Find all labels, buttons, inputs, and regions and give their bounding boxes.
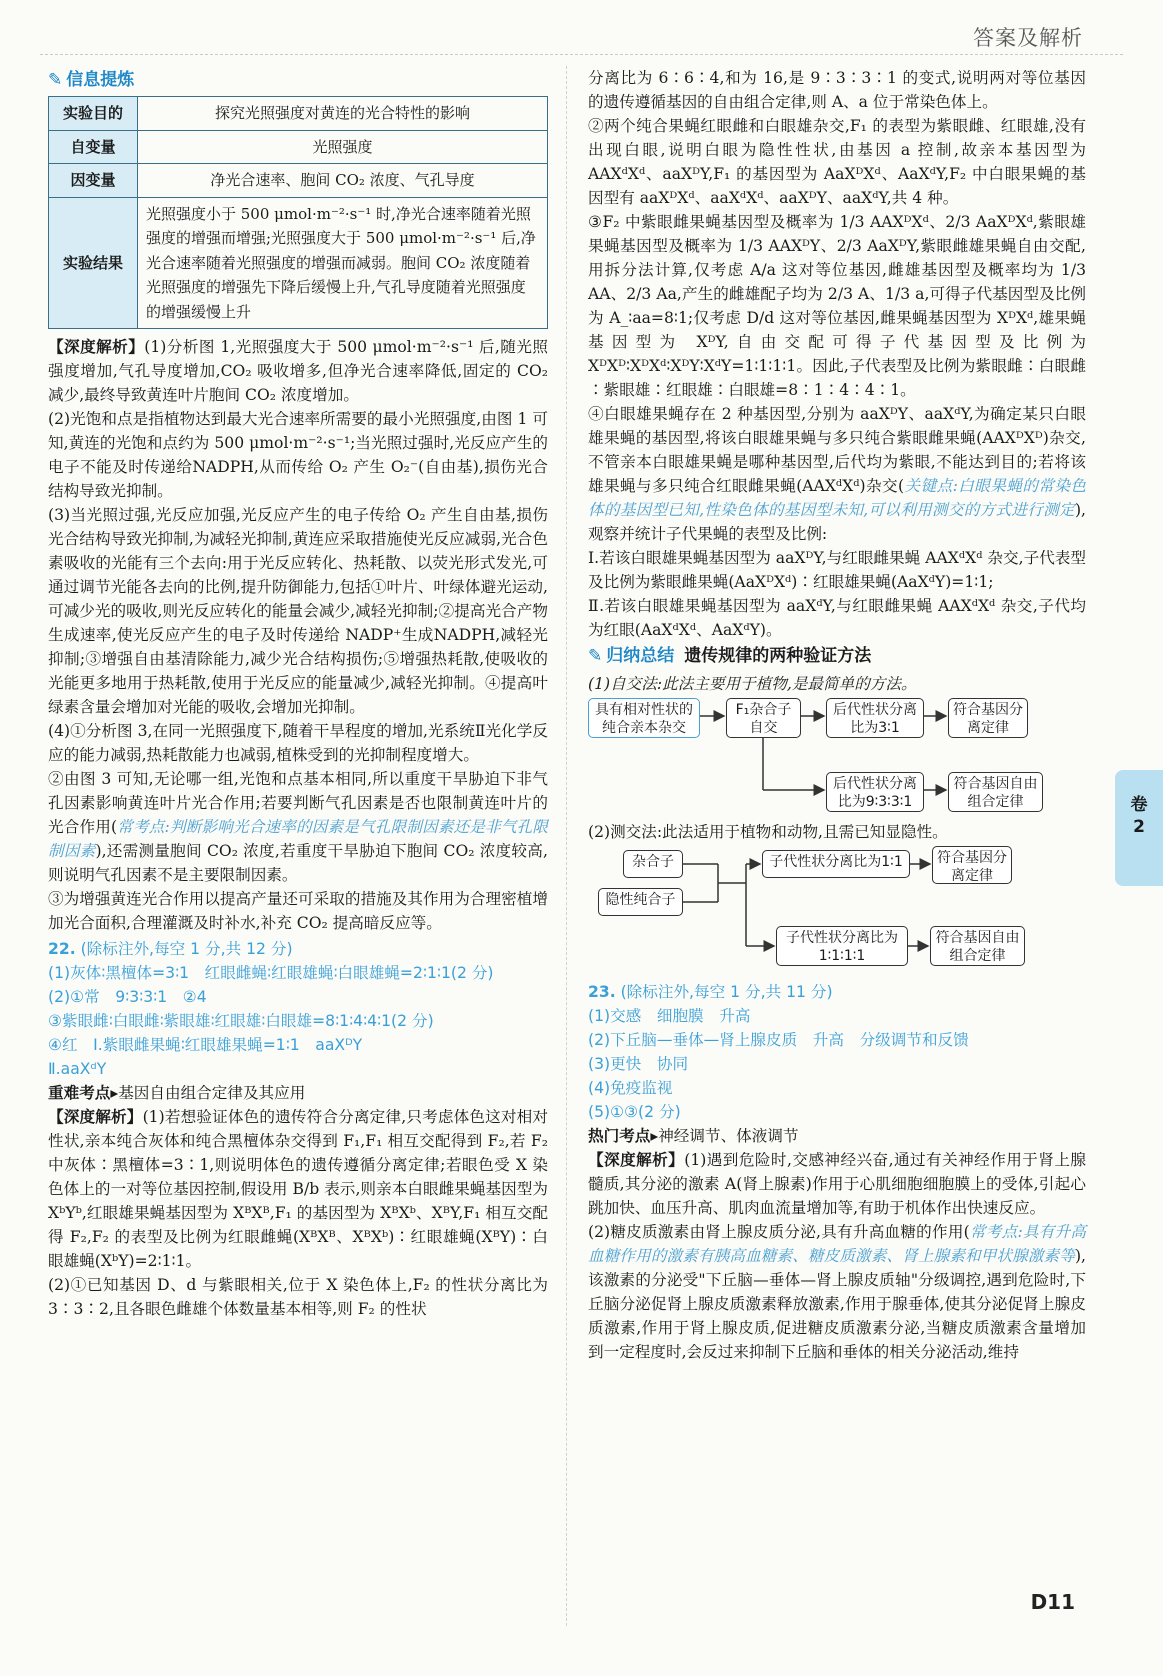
method-line: (2)测交法:此法适用于植物和动物,且需已知显隐性。 [588, 823, 948, 841]
flow-box: 隐性纯合子 [598, 888, 683, 916]
analysis-paragraph: ③F₂ 中紫眼雌果蝇基因型及概率为 1/3 AAXᴰXᵈ、2/3 AaXᴰXᵈ,紫眼雄果蝇基因型及概率为 1/3 AAXᴰY、2/3 AaXᴰY,紫眼雌雄果蝇自由交配,用拆分法计算,仅考虑 A/a 这对等位基因,雌雄基因型及概率均为 1/3 AA、2/3 Aa,产生的雌雄配子均为 2/3 A、1/3 a,可得子代基因型及比例为 A_∶aa=8∶1;仅考虑 D/d 这对等位基因,雌果蝇基因型为 XᴰXᵈ,雄果蝇基因型为 XᴰY,自由交配可得子代基因型及比例为 XᴰXᴰ∶XᴰXᵈ∶XᴰY∶XᵈY=1∶1∶1∶1。因此,子代表型及比例为紫眼雌∶白眼雌∶紫眼雄∶红眼雄∶白眼雄=8∶1∶4∶4∶1。 [588, 213, 1086, 399]
key-point-text: 神经调节、体液调节 [658, 1127, 799, 1145]
question-number: 22. [48, 940, 76, 958]
table-value: 探究光照强度对黄连的光合特性的影响 [138, 97, 548, 131]
question-header [48, 937, 548, 961]
page-header-title: 答案及解析 [973, 26, 1083, 50]
flow-box: 子代性状分离比为1∶1∶1∶1 [776, 926, 908, 966]
answer-line: (2)①常 9∶3∶3∶1 ②4 [48, 988, 207, 1006]
analysis-text: ),该激素的分泌受"下丘脑—垂体—肾上腺皮质轴"分级调控,遇到危险时,下丘脑分泌促肾上腺皮质激素释放激素,作用于腺垂体,使其分泌促肾上腺皮质激素,作用于肾上腺皮质,促进糖皮质激素分泌,当糖皮质激素含量增加到一定程度时,会反过来抑制下丘脑和垂体的相关分泌活动,维持 [588, 1247, 1086, 1361]
table-value: 光照强度 [138, 130, 548, 164]
analysis-paragraph: Ⅱ.若该白眼雄果蝇基因型为 aaXᵈY,与红眼雌果蝇 AAXᵈXᵈ 杂交,子代均为红眼(AaXᵈXᵈ、AaXᵈY)。 [588, 597, 1086, 639]
method-line: (1)自交法:此法主要用于植物,是最简单的方法。 [588, 675, 917, 693]
analysis-text: ②由图 3 可知,无论哪一组,光饱和点基本相同,所以重度干旱胁迫下非气孔因素影响黄连叶片光合作用;若要判断气孔因素是否也限制黄连叶片的光合作用( [48, 770, 548, 836]
answer-line: (1)交感 细胞膜 升高 [588, 1007, 751, 1025]
analysis-paragraph: Ⅰ.若该白眼雄果蝇基因型为 aaXᴰY,与红眼雌果蝇 AAXᵈXᵈ 杂交,子代表型及比例为紫眼雌果蝇(AaXᴰXᵈ)∶红眼雄果蝇(AaXᵈY)=1∶1; [588, 549, 1086, 591]
table-row [49, 97, 548, 131]
answer-line: (3)更快 协同 [588, 1055, 689, 1073]
table-key: 实验目的 [49, 97, 138, 131]
analysis-paragraph [588, 1148, 1086, 1220]
table-row [49, 164, 548, 198]
answer-line: (5)①③(2 分) [588, 1103, 681, 1121]
analysis-paragraph [48, 1105, 548, 1273]
analysis-paragraph: ③为增强黄连光合作用以提高产量还可采取的措施及其作用为合理密植增加光合面积,合理灌溉及时补水,补充 CO₂ 提高暗反应等。 [48, 890, 548, 932]
answer-line: (4)免疫监视 [588, 1079, 673, 1097]
analysis-text: ④白眼雄果蝇存在 2 种基因型,分别为 aaXᴰY、aaXᵈY,为确定某只白眼雄果蝇的基因型,将该白眼雄果蝇与多只纯合紫眼雌果蝇(AAXᴰXᴰ)杂交,不管亲本白眼雄果蝇是哪种基因型,后代均为紫眼,不能达到目的;若将该雄果蝇与多只纯合红眼雌果蝇(AAXᵈXᵈ)杂交( [588, 405, 1086, 495]
pencil-icon: ✎ [588, 646, 603, 666]
flow-box: 符合基因自由组合定律 [930, 926, 1025, 966]
volume-tab-number: 2 [1133, 817, 1145, 837]
selfing-flowchart [588, 698, 1086, 816]
right-column [588, 66, 1086, 1364]
flow-box: F₁杂合子自交 [726, 698, 801, 738]
table-value: 光照强度小于 500 μmol·m⁻²·s⁻¹ 时,净光合速率随着光照强度的增强而增强;光照强度大于 500 μmol·m⁻²·s⁻¹ 后,净光合速率随着光照强度的增强而减弱。胞间 CO₂ 浓度随着光照强度的增强先下降后缓慢上升,气孔导度随着光照强度的增强缓慢上升 [138, 197, 548, 329]
summary-title [588, 644, 1086, 668]
flow-box: 符合基因分离定律 [932, 846, 1012, 884]
analysis-tag: 【深度解析】 [48, 337, 145, 356]
testcross-flowchart [588, 846, 1086, 976]
answer-line: ④红 Ⅰ.紫眼雌果蝇∶红眼雄果蝇=1∶1 aaXᴰY [48, 1036, 363, 1054]
question-scoring: (除标注外,每空 1 分,共 11 分) [620, 983, 833, 1001]
table-key: 实验结果 [49, 197, 138, 329]
question-header [588, 980, 1086, 1004]
page-number: D11 [1030, 1590, 1075, 1614]
answer-line: ③紫眼雌∶白眼雌∶紫眼雄∶红眼雄∶白眼雄=8∶1∶4∶4∶1(2 分) [48, 1012, 434, 1030]
analysis-paragraph [588, 402, 1086, 546]
key-point-tag: 重难考点▸ [48, 1084, 119, 1102]
key-point-line [48, 1081, 548, 1105]
analysis-paragraph: (2)光饱和点是指植物达到最大光合速率所需要的最小光照强度,由图 1 可知,黄连的光饱和点约为 500 μmol·m⁻²·s⁻¹;当光照过强时,光反应产生的电子不能及时传递给NADPH,从而传给 O₂ 产生 O₂⁻(自由基),损伤光合结构导致光抑制。 [48, 410, 548, 500]
flow-box: 子代性状分离比为1∶1 [762, 850, 910, 878]
analysis-paragraph: ②两个纯合果蝇红眼雌和白眼雄杂交,F₁ 的表型为紫眼雌、红眼雄,没有出现白眼,说明白眼为隐性性状,由基因 a 控制,故亲本基因型为 AAXᵈXᵈ、aaXᴰY,F₁ 的基因型为 AaXᴰXᵈ、AaXᵈY,F₂ 中白眼果蝇的基因型有 aaXᴰXᵈ、aaXᵈXᵈ、aaXᴰY、aaXᵈY,共 4 种。 [588, 117, 1086, 207]
key-note: 关键点:白眼果蝇的常染色体的基因型已知,性染色体的基因型未知,可以利用测交的方式进行测定 [588, 477, 1086, 519]
analysis-paragraph [588, 1220, 1086, 1364]
analysis-tag: 【深度解析】 [48, 1107, 143, 1126]
info-box-title [48, 68, 548, 92]
analysis-paragraph: (3)当光照过强,光反应加强,光反应产生的电子传给 O₂ 产生自由基,损伤光合结构导致光抑制,为减轻光抑制,黄连应采取措施使光反应减弱,光合色素吸收的光能有三个去向:用于光反应转化、热耗散、以荧光形式发光,可通过调节光能各去向的比例,提升防御能力,包括①叶片、叶绿体避光运动,可减少光的吸收,则光反应转化的能量会减少,减轻光抑制;②提高光合产物生成速率,使光反应产生的电子及时传递给 NADP⁺生成NADPH,减轻光抑制;③增强自由基清除能力,减少光合结构损伤;⑤增强热耗散,使吸收的光能更多地用于热耗散,使用于光反应的能量减少,减轻光抑制。④提高叶绿素含量会增加对光能的吸收,会增加光抑制。 [48, 506, 548, 716]
answer-line: (2)下丘脑—垂体—肾上腺皮质 升高 分级调节和反馈 [588, 1031, 969, 1049]
column-divider [566, 66, 567, 1626]
analysis-text: (1)若想验证体色的遗传符合分离定律,只考虑体色这对相对性状,亲本纯合灰体和纯合黑檀体杂交得到 F₁,F₁ 相互交配得到 F₂,若 F₂ 中灰体∶黑檀体=3∶1,则说明体色的遗传遵循分离定律;若眼色受 X 染色体上的一对等位基因控制,假设用 B/b 表示,则亲本白眼雌果蝇基因型为 XᵇYᵇ,红眼雄果蝇基因型为 XᴮXᴮ,F₁ 的基因型为 XᴮXᵇ、XᴮY,F₁ 相互交配得 F₂,F₂ 的表型及比例为红眼雌蝇(XᴮXᴮ、XᴮXᵇ)∶红眼雄蝇(XᴮY)∶白眼雄蝇(XᵇY)=2∶1∶1。 [48, 1108, 548, 1270]
table-value: 净光合速率、胞间 CO₂ 浓度、气孔导度 [138, 164, 548, 198]
left-column [48, 66, 548, 1321]
question-scoring: (除标注外,每空 1 分,共 12 分) [80, 940, 293, 958]
analysis-text: ),还需测量胞间 CO₂ 浓度,若重度干旱胁迫下胞间 CO₂ 浓度较高,则说明气孔因素不是主要限制因素。 [48, 842, 549, 884]
key-point-tag: 热门考点▸ [588, 1127, 659, 1145]
answer-line: Ⅱ.aaXᵈY [48, 1060, 107, 1078]
table-row [49, 197, 548, 329]
volume-tab [1115, 770, 1163, 886]
analysis-paragraph: (2)①已知基因 D、d 与紫眼相关,位于 X 染色体上,F₂ 的性状分离比为 3∶3∶2,且各眼色雌雄个体数量基本相等,则 F₂ 的性状 [48, 1276, 548, 1318]
key-point-text: 基因自由组合定律及其应用 [118, 1084, 306, 1102]
analysis-paragraph [48, 335, 548, 407]
key-point-line [588, 1124, 1086, 1148]
summary-title-text: 归纳总结 [606, 646, 675, 666]
table-row [49, 130, 548, 164]
info-box-title-text: 信息提炼 [66, 70, 135, 90]
analysis-tag: 【深度解析】 [588, 1150, 685, 1169]
flow-box: 符合基因自由组合定律 [948, 772, 1043, 812]
flow-box: 后代性状分离比为9∶3∶3∶1 [826, 772, 924, 812]
answer-line: (1)灰体∶黑檀体=3∶1 红眼雌蝇∶红眼雄蝇∶白眼雄蝇=2∶1∶1(2 分) [48, 964, 494, 982]
analysis-text: ),观察并统计子代果蝇的表型及比例: [588, 501, 1086, 543]
analysis-paragraph: 分离比为 6∶6∶4,和为 16,是 9∶3∶3∶1 的变式,说明两对等位基因的遗传遵循基因的自由组合定律,则 A、a 位于常染色体上。 [588, 69, 1086, 111]
pencil-icon: ✎ [48, 70, 63, 90]
flow-box: 杂合子 [623, 850, 683, 878]
analysis-text: (1)分析图 1,光照强度大于 500 μmol·m⁻²·s⁻¹ 后,随光照强度增加,气孔导度增加,CO₂ 吸收增多,但净光合速率降低,固定的 CO₂ 减少,最终导致黄连叶片胞间 CO₂ 浓度增加。 [48, 338, 548, 404]
flow-box: 具有相对性状的纯合亲本杂交 [588, 698, 700, 738]
info-table [48, 96, 548, 329]
table-key: 因变量 [49, 164, 138, 198]
key-note: 常考点:具有升高血糖作用的激素有胰高血糖素、糖皮质激素、肾上腺素和甲状腺激素等 [588, 1223, 1086, 1265]
summary-subtitle: 遗传规律的两种验证方法 [684, 646, 872, 666]
flow-box: 符合基因分离定律 [948, 698, 1028, 738]
table-key: 自变量 [49, 130, 138, 164]
volume-tab-label: 卷 [1130, 795, 1148, 815]
question-number: 23. [588, 983, 616, 1001]
key-note: 常考点:判断影响光合速率的因素是气孔限制因素还是非气孔限制因素 [48, 818, 548, 860]
flow-box: 后代性状分离比为3∶1 [826, 698, 924, 738]
analysis-paragraph: (4)①分析图 3,在同一光照强度下,随着干旱程度的增加,光系统Ⅱ光化学反应的能力减弱,热耗散能力也减弱,植株受到的光抑制程度增大。 [48, 722, 548, 764]
analysis-paragraph [48, 767, 548, 887]
analysis-text: (1)遇到危险时,交感神经兴奋,通过有关神经作用于肾上腺髓质,其分泌的激素 A(肾上腺素)作用于心肌细胞细胞膜上的受体,引起心跳加快、血压升高、肌肉血流量增加等,有助于机体作出快速反应。 [588, 1151, 1086, 1217]
header-divider [40, 54, 1123, 55]
analysis-text: (2)糖皮质激素由肾上腺皮质分泌,具有升高血糖的作用( [588, 1223, 970, 1241]
